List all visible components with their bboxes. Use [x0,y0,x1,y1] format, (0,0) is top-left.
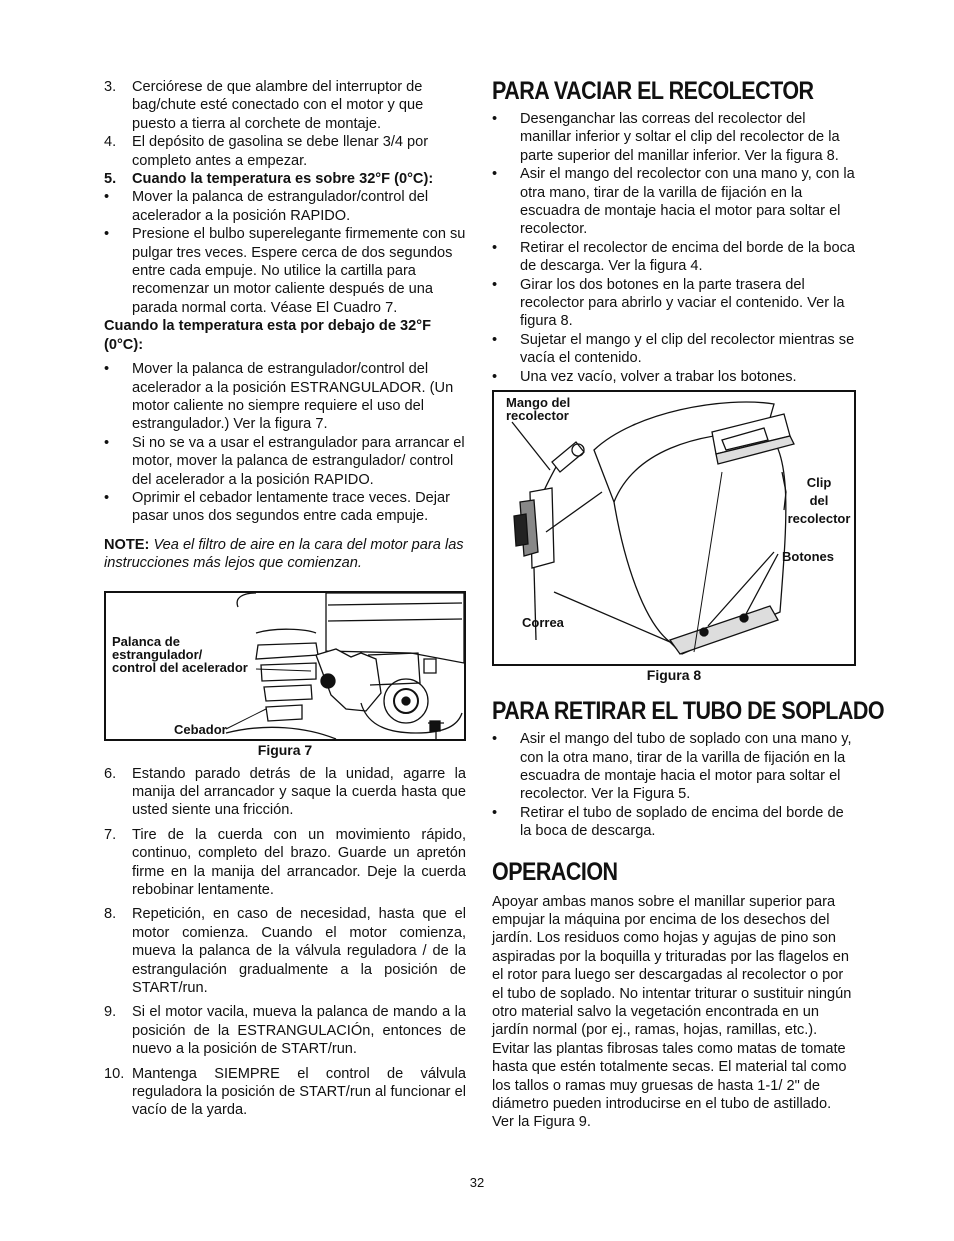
figure-8 [492,390,856,666]
empty-bullet [492,368,856,386]
handle-label [506,396,570,422]
bullet-text: Oprimir el cebador lentamente trace veces. Dejar pasar unos dos segundos entre cada empuje. [132,489,450,525]
bullet-dot: • [104,434,110,451]
bullet-dot: • [104,189,110,206]
bullet-text: Retirar el tubo de soplado de encima del borde de la boca de descarga. [520,804,844,840]
step-number: 7. [104,826,117,843]
strap-label: Correa [522,615,564,631]
bullet-dot: • [492,804,498,821]
right-column [492,77,885,1132]
step-text: Si el motor vacila, mueva la palanca de mando a la posición de la ESTRANGULACIÓn, entonces de nuevo a la posición de START/run. [132,1004,466,1058]
step-number: 10. [104,1065,125,1082]
step-6 [104,765,466,820]
step-number: 8. [104,906,117,923]
step-8 [104,905,466,997]
cold-bullet [104,489,466,526]
warm-bullet [104,225,466,317]
note-label: NOTE: [104,536,150,553]
label-line: Palanca de [112,633,180,649]
bullet-dot: • [492,111,498,127]
left-column [104,78,466,1120]
step-7 [104,826,466,900]
page-number: 32 [469,1175,485,1190]
bullet-text: Mover la palanca de estrangulador/control del acelerador a la posición RAPIDO. [132,189,429,224]
primer-label: Cebador [174,721,227,737]
step-number: 4. [104,134,117,151]
bullet-dot: • [492,239,498,256]
empty-bullet [492,331,856,368]
label-line: estrangulador/ [112,646,203,662]
label-line: recolector [506,408,569,424]
step-text: Mantenga SIEMPRE el control de válvula reguladora la posición de START/run al funcionar el vacío de la yarda. [132,1065,466,1119]
bullet-dot: • [104,226,110,243]
bullet-text: Retirar el recolector de encima del borde de la boca de descarga. Ver la figura 4. [520,239,856,275]
note-text: Vea el filtro de aire en la cara del motor para las instrucciones más lejos que comienzan. [104,536,464,572]
step-9 [104,1003,466,1058]
bullet-text: Asir el mango del tubo de soplado con una mano y, con la otra mano, tirar de la varilla de fijación en la escuadra de montaje hacia el motor para soltar el recolector. Ver la Figura 5. [520,731,852,803]
tube-bullet [492,730,856,804]
label-line: Clip [806,475,832,491]
empty-bullet [492,276,856,331]
bullet-dot: • [104,489,110,506]
cold-heading: Cuando la temperatura esta por debajo de 32°F (0°C): [104,318,431,353]
step-text: Cerciórese de que alambre del interruptor de bag/chute esté conectado con el motor y que puesto a tierra al corchete de montaje. [132,79,424,132]
step-text: Cuando la temperatura es sobre 32°F (0°C): [132,171,434,188]
empty-bullet [492,110,856,165]
bullet-text: Mover la palanca de estrangulador/control del acelerador a la posición ESTRANGULADOR. (Un motor caliente no siempre requiere el uso del estrangulador.) Ver la figura 7. [132,361,454,433]
label-line: recolector [787,511,851,527]
bullet-dot: • [104,361,110,378]
cold-bullet [104,434,466,489]
step-5-heading [104,170,466,188]
step-4 [104,133,466,170]
bullet-dot: • [492,731,498,748]
step-number: 6. [104,765,117,782]
tube-bullet [492,804,856,841]
bullet-dot: • [492,331,498,348]
note [104,536,466,573]
step-10 [104,1065,466,1120]
bullet-dot: • [492,368,498,385]
step-3 [104,78,466,133]
bullet-text: Una vez vacío, volver a trabar los botones. [520,368,797,385]
bullet-text: Sujetar el mango y el clip del recolector mientras se vacía el contenido. [520,331,855,367]
knobs-label: Botones [782,549,834,565]
bullet-dot: • [492,276,498,293]
bullet-text: Girar los dos botones en la parte trasera del recolector para abrirlo y vaciar el contenido. Ver la figura 8. [520,276,845,330]
figure-8-caption: Figura 8 [646,667,702,684]
bullet-text: Presione el bulbo superelegante firmemente con su pulgar tres veces. Espere cerca de dos segundos entre cada empuje. No utilice la cartilla para recomenzar un motor caliente después de una parada normal corta. Véase El Cuadro 7. [132,226,466,316]
empty-bullet [492,239,856,276]
step-text: El depósito de gasolina se debe llenar 3/4 por completo antes a empezar. [132,134,429,169]
figure-7-caption: Figura 7 [257,741,313,758]
bullet-text: Desenganchar las correas del recolector del manillar inferior y soltar el clip del recolector de la parte superior del manillar inferior. Ver la figura 8. [520,111,840,164]
label-line: Mango del [506,395,571,411]
section-heading-operation: OPERACION [492,857,618,886]
step-number: 9. [104,1004,117,1021]
choke-label [112,635,248,674]
label-line: control del acelerador [112,659,248,675]
figure-7 [104,591,466,741]
section-heading-remove-tube: PARA RETIRAR EL TUBO DE SOPLADO [492,697,885,726]
warm-bullet [104,188,466,225]
step-number: 5. [104,171,117,188]
operation-paragraph: Apoyar ambas manos sobre el manillar superior para empujar la máquina por encima de los desechos del jardín. Los residuos como hojas y agujas de pino son aspiradas por la boquilla y trituradas por las flagelos en el rotor para luego ser descargadas al recolector o por el tubo de soplado. No intentar triturar o sustituir ningún otro material salvo la vegetación encontrada en un jardín normal (por ej., ramas, hojas, ramillas, etc.). Evitar las plantas fibrosas tales como matas de tomate hasta que estén totalmente secas. El material tal como los tallos o ramas muy gruesas de hasta 1-1/ 2" de diámetro pueden introducirse en el tubo de astillado. Ver la Figura 9. [492,893,852,1131]
bullet-dot: • [492,166,498,183]
step-text: Estando parado detrás de la unidad, agarre la manija del arrancador y saque la cuerda hasta que usted siente una fricción. [132,765,466,819]
empty-bullet [492,165,856,239]
clip-label [784,474,854,528]
step-text: Tire de la cuerda con un movimiento rápido, continuo, completo del brazo. Guarde un apretón firme en la manija del arrancador. Deje la cuerda rebobinar lentamente. [132,826,466,898]
section-heading-empty-bag: PARA VACIAR EL RECOLECTOR [492,77,814,105]
step-text: Repetición, en caso de necesidad, hasta que el motor comienza. Cuando el motor comienza, mueva la palanca de la válvula reguladora / de la estrangulación gradualmente a la posición de START/run. [132,906,466,997]
step-number: 3. [104,79,117,95]
label-line: del [809,493,829,509]
bullet-text: Si no se va a usar el estrangulador para arrancar el motor, mover la palanca de estrangulador/ control del acelerador a la posición RAPIDO. [132,434,465,488]
cold-bullet [104,360,466,434]
bullet-text: Asir el mango del recolector con una mano y, con la otra mano, tirar de la varilla de fijación en la escuadra de montaje hacia el motor para soltar el recolector. [520,166,855,238]
